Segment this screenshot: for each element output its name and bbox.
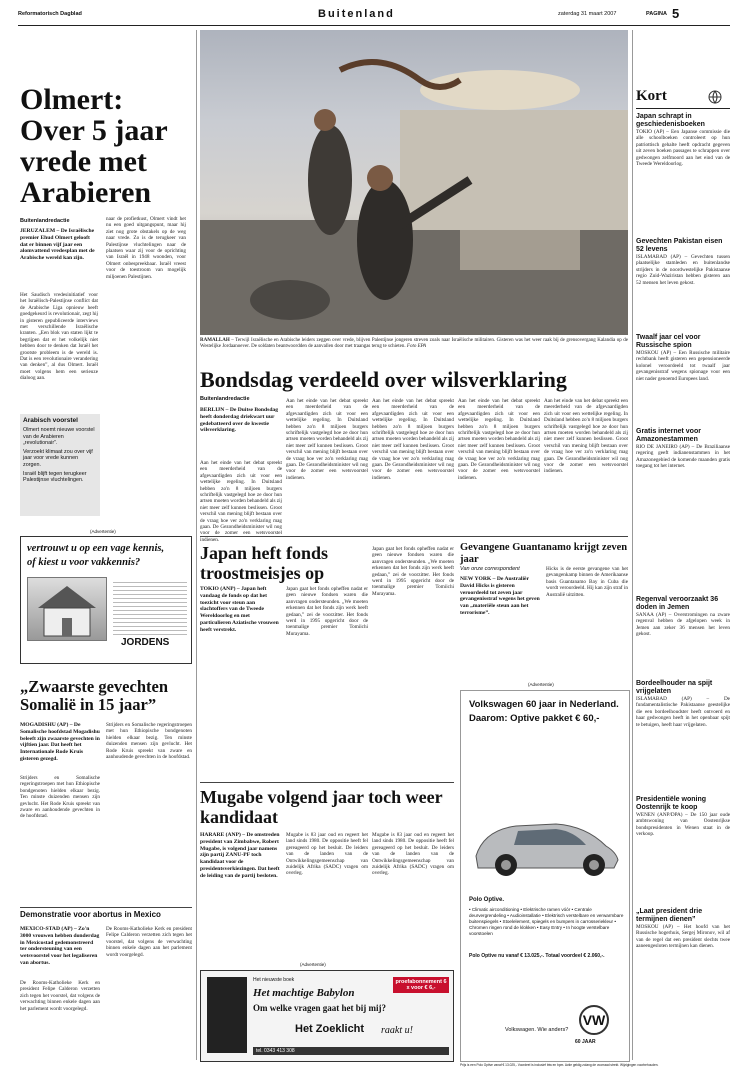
kort-item-text: ISLAMABAD (AP) – Gevechten tussen plaatselijke stamleden en buitenlandse strijders in de noordwestelijke Pakistaanse regio Zuid-Waziristan hebben gisteren aan 52 mensen het leven gekost.: [636, 254, 730, 286]
column-divider: [196, 30, 197, 1060]
globe-icon: [706, 90, 724, 104]
guantanamo-byline: Van onze correspondent: [460, 566, 520, 572]
column-divider: [632, 30, 633, 1060]
lead-byline: Buitenlandredactie: [20, 218, 70, 224]
section-name: Buitenland: [318, 8, 395, 20]
kort-item: [636, 680, 730, 788]
kort-item: [636, 428, 730, 594]
ad-jordens[interactable]: [20, 536, 192, 664]
kort-item-title: Twaalf jaar cel voor Russische spion: [636, 334, 701, 349]
mugabe-body: Mugabe is 83 jaar oud en regeert het land sinds 1980. De oppositie heeft fel gereageerd op het besluit. De leiders van de landen van de Ontwikkelingsgemeenschap van zuidelijk Afrika (SADC) vragen om overleg.: [286, 832, 368, 877]
ad-zoeklicht-line1: Het machtige Babylon: [253, 987, 355, 999]
kort-item-title: Japan schrapt in geschiedenisboeken: [636, 113, 705, 128]
kort-item: [636, 596, 730, 672]
somalie-body: Strijders en Somalische regeringstroepen met hun Ethiopische bondgenoten hielden elkaar bezig. Ten minste duizenden mensen zijn gevlucht. Het Rode Kruis spreekt van zware en aanhoudende gevechten in de hoofdstad.: [20, 775, 100, 820]
house-icon: [28, 578, 106, 640]
page-label: PAGINA: [646, 11, 667, 17]
ad-volkswagen[interactable]: [460, 690, 630, 1062]
masthead-rule: [18, 25, 730, 26]
ad-vw-model: Polo Optive.: [469, 897, 505, 903]
date: zaterdag 31 maart 2007: [558, 11, 617, 17]
kort-item-title: Regenval veroorzaakt 36 doden in Jemen: [636, 596, 719, 611]
ad-label: (Advertentie): [90, 529, 116, 534]
kort-item: [636, 908, 730, 1054]
kort-item-title: Gratis internet voor Amazonestammen: [636, 428, 701, 443]
bondsdag-body-col2: Aan het einde van het debat spreekt een meerderheid van de afgevaardigden zich uit voor een wettelijke regeling. In Duitsland hebben zo'n 8 miljoen burgers schriftelijk vastgelegd hoe ze door hun artsen moeten worden behandeld als zij niet meer zelf kunnen beslissen. Groot verschil van mening blijft bestaan over de vraag hoe ver zo'n verklaring mag gaan. De Gezondheidsminister wil nog voor de zomer een wetsvoorstel indienen.: [286, 398, 368, 481]
lead-col2: naar de profietkust, Olmert vindt het nu een goed uitgangspunt, maar hij ziet nog grote obstakels op de weg naar vrede. Zo is de terugkeer van Palestijnse vluchtelingen naar de plaatsen waar zij voor de oprichting van Israël in 1948 woonden, voor Olmert onbespreekbaar. Israël vreest voor de toestroom van mogelijk miljoenen Palestijnen.: [106, 216, 186, 280]
ad-zoeklicht-line2: Om welke vragen gaat het bij mij?: [253, 1003, 386, 1013]
lead-headline: Olmert: Over 5 jaar vrede met Arabieren: [20, 83, 168, 209]
ad-jordens-brand: JORDENS: [121, 637, 170, 648]
kort-item-text: ISLAMABAD (AP) – De fundamentalistische Pakistaanse geestelijke die een bordeelhoudster heeft ontvoerd en haar gedwongen heeft in het openbaar spijt te betuigen, heeft haar vrijgelaten.: [636, 696, 730, 728]
bondsdag-body-col3: Aan het einde van het debat spreekt een meerderheid van de afgevaardigden zich uit voor een wettelijke regeling. In Duitsland hebben zo'n 8 miljoen burgers schriftelijk vastgelegd hoe ze door hun artsen moeten worden behandeld als zij niet meer zelf kunnen beslissen. Groot verschil van mening blijft bestaan over de vraag hoe ver zo'n verklaring mag gaan. De Gezondheidsminister wil nog voor de zomer een wetsvoorstel indienen.: [372, 398, 454, 481]
ad-zoeklicht-tag: Het nieuwste boek: [253, 977, 295, 983]
vw-logo-icon: VW: [579, 1005, 609, 1035]
ad-vw-features: • Climatic airconditioning • Elektrische ramen vóór • Centrale deurvergrendeling • Audioinstallatie • Elektrisch verstelbare en verwarmbare buitenspiegels • Stoelelement, spiegels en bumpers in carrosseriekleur • Chromen ringen rond de klokken • Easy Entry • In hoogte verstelbare voorstoelen: [469, 907, 624, 936]
ad-label: (Advertentie): [300, 962, 326, 967]
ad-vw-badge: 60 JAAR: [575, 1039, 596, 1045]
sidebar-item: Olmert noemt nieuwe voorstel van de Arabieren „revolutionair”.: [23, 427, 95, 447]
ad-jordens-body: [113, 579, 187, 637]
kort-item-text: MOSKOU (AP) – Een Russische militaire rechtbank heeft gisteren een gepensioneerde kolonel veroordeeld tot twaalf jaar gevangenisstraf wegens spionage voor een niet nader genoemd Europees land.: [636, 350, 730, 382]
mugabe-lede: HARARE (ANP) – De omstreden president van Zimbabwe, Robert Mugabe, is volgend jaar namens zijn partij ZANU-PF toch kandidaat voor de presidentsverkiezingen. Dat heeft de leiding van de partij besloten.: [200, 832, 280, 879]
photo-credit: Foto EPA: [406, 344, 427, 349]
guantanamo-headline: Gevangene Guantanamo krijgt zeven jaar: [460, 542, 628, 565]
bondsdag-headline: Bondsdag verdeeld over wilsverklaring: [200, 367, 567, 392]
abortus-rule: [20, 907, 192, 908]
masthead: [18, 5, 730, 25]
ad-zoeklicht-promo: proefabonnement 6 x voor € 6,-: [393, 977, 449, 993]
mugabe-headline: Mugabe volgend jaar toch weer kandidaat: [200, 787, 443, 827]
sidebar-item: Verzoekt klimaat zou over vijf jaar voor vrede kunnen zorgen.: [23, 448, 93, 468]
somalie-headline: „Zwaarste gevechten Somalië in 15 jaar”: [20, 677, 169, 714]
guantanamo-body: Hicks is de eerste gevangene van het gevangenkamp binnen de Amerikaanse basis Guantanamo Bay in Cuba die wordt veroordeeld. Hij kan zijn straf in Australië uitzitten.: [546, 566, 628, 598]
news-photo[interactable]: [200, 30, 628, 335]
kort-item: [636, 796, 730, 902]
ad-zoeklicht[interactable]: [200, 970, 454, 1062]
ad-zoeklicht-slogan: raakt u!: [381, 1025, 413, 1036]
abortus-headline: Demonstratie voor abortus in Mexico: [20, 910, 161, 919]
photo-caption: RAMALLAH – Terwijl Israëlische en Arabische leiders zeggen over vrede, blijven Palestijnse jongeren streven zoals naar Israëlische militairen. Gisteren was het weer raak bij de grensovergang Kalandia op de Westelijke Jordaanoever. De soldaten beantwoordden de aanvallen door met traangas terug te schieten. Foto EPA: [200, 338, 628, 349]
bondsdag-byline: Buitenlandredactie: [200, 396, 250, 402]
ad-label: (Advertentie): [528, 682, 554, 687]
kort-item-text: WENEN (ANP/DPA) – De 150 jaar oude ambtswoning van Oostenrijkse bondspresidenten in Wenen staat in de verkoop.: [636, 812, 730, 838]
guantanamo-lede: NEW YORK – De Australiër David Hicks is gisteren veroordeeld tot zeven jaar gevangenisstraf wegens het geven van „materiële steun aan het terrorisme”.: [460, 576, 540, 616]
japan-body: Japan gaat het fonds opheffen nadat er geen nieuwe fondsen waren die aanvragen ondersteunden. „We moeten erkennen dat het fonds zijn werk heeft gedaan,” zei de voorzitter. Het fonds werd in 1995 opgericht door de toenmalige premier Tomiichi Murayama.: [286, 586, 368, 637]
kort-item-text: RIO DE JANEIRO (AP) – De Braziliaanse regering geeft indianenstammen in het Amazonegebied de komende maanden gratis toegang tot het internet.: [636, 444, 730, 470]
paper-name: Reformatorisch Dagblad: [18, 11, 82, 17]
mugabe-rule: [200, 782, 454, 783]
bondsdag-lede: BERLIJN – De Duitse Bondsdag heeft donderdag driekwart uur gedebatteerd over de kwestie wilsverklaring.: [200, 407, 279, 434]
abortus-body-col2: De Rooms-Katholieke Kerk en president Felipe Calderon verzetten zich tegen het voorstel, dat volgens de verwachting binnen enkele dagen aan het parlement wordt voorgelegd.: [106, 926, 192, 958]
somalie-lede: MOGADISHU (AP) – De Somalische hoofdstad Mogadishu beleeft zijn zwaarste gevechten in vijftien jaar. Dat heeft het Internationale Rode Kruis gisteren gezegd.: [20, 722, 100, 762]
kort-item-title: Bordeelhouder na spijt vrijgelaten: [636, 680, 713, 695]
ad-vw-price: Polo Optive nu vanaf € 13.025,-. Totaal voordeel € 2.060,-.: [469, 953, 605, 959]
sidebar-item: Israël blijft tegen terugkeer Palestijnse vluchtelingen.: [23, 470, 87, 484]
bondsdag-body: Aan het einde van het debat spreekt een meerderheid van de afgevaardigden zich uit voor een wettelijke regeling. In Duitsland hebben zo'n 8 miljoen burgers schriftelijk vastgelegd hoe ze door hun artsen moeten worden behandeld als zij niet meer zelf kunnen beslissen. Groot verschil van mening blijft bestaan over de vraag hoe ver zo'n verklaring mag gaan. De Gezondheidsminister wil nog voor de zomer een wetsvoorstel indienen.: [200, 460, 282, 543]
kort-item-title: Presidentiële woning Oostenrijk te koop: [636, 796, 707, 811]
kort-item: [636, 334, 730, 424]
abortus-body: De Rooms-Katholieke Kerk en president Felipe Calderon verzetten zich tegen het voorstel, dat volgens de verwachting binnen enkele dagen aan het parlement wordt voorgelegd.: [20, 980, 100, 1012]
lead-sidebar: [20, 414, 100, 516]
lead-lede: JERUZALEM – De Israëlische premier Ehud Olmert gelooft dat er binnen vijf jaar een alomvattend vredesplan met de Arabische wereld kan zijn.: [20, 228, 95, 262]
kort-title: Kort: [636, 88, 667, 104]
kort-item-text: MOSKOU (AP) – Het hoofd van het Russische hogerhuis, Sergej Mironov, wil af van de regel dat een president slechts twee aaneengesloten termijnen kan dienen.: [636, 924, 730, 950]
ad-zoeklicht-phone: tel. 0343 413 308: [253, 1047, 449, 1055]
lead-col1: Het Saudisch vredesinitiatief voor het Israëlisch-Palestijnse conflict dat de Arabische Liga opnieuw heeft goedgekeurd is revolutionair, zegt hij in gisteren gepubliceerde interviews met verschillende Israëlische kranten. „Een blok van staten lijkt te begrijpen dat er het volkelijk niet hebben door te denken dat Israël het grootste probleem is de wereld is. Dat is een revolutionaire verandering van denken”, al dus Olmert. Israël moet volgens hem een serieuze dialoog aan.: [20, 292, 98, 382]
kort-item-title: „Laat president drie termijnen dienen”: [636, 908, 703, 923]
somalie-body-col2: Strijders en Somalische regeringstroepen met hun Ethiopische bondgenoten hielden elkaar bezig. Ten minste duizenden mensen zijn gevlucht. Het Rode Kruis spreekt van zware en aanhoudende gevechten in de hoofdstad.: [106, 722, 192, 761]
ad-vw-fineprint: Prijs is een Polo Optive vanaf € 13.025,- Voordeel is inclusief btw en bpm. Actie geldig zolang de voorraad strekt. Wijzigingen voorbehouden.: [460, 1063, 659, 1067]
japan-lede: TOKIO (ANP) – Japan heft vandaag de fonds op dat het toezicht voor steun aan slachtoffers van de Tweede Wereldoorlog en met particulieren Aziatische vrouwen heeft verstrekt.: [200, 586, 279, 633]
kort-item-text: SANAA (AP) – Overstromingen na zware regenval hebben de afgelopen week in Jemen aan zeker 36 mensen het leven gekost.: [636, 612, 730, 638]
abortus-lede: MEXICO-STAD (AP) – Zo'n 3000 vrouwen hebben donderdag in Mexicostad gedemonstreerd ter ondersteuning van een wetsvoorstel voor het legaliseren van abortus.: [20, 926, 100, 966]
sidebar-title: Arabisch voorstel: [23, 417, 78, 424]
ad-jordens-line2: of kiest u voor vakkennis?: [27, 557, 141, 568]
ad-vw-headline-2: Daarom: Optive pakket € 60,-: [469, 713, 600, 724]
book-cover: [207, 977, 247, 1053]
photo-caption-text: Terwijl Israëlische en Arabische leiders zeggen over vrede, blijven Palestijnse jongeren streven zoals naar Israëlische militairen. Gisteren was het weer raak bij de grensovergang Kalandia op de Westelijke Jordaanoever. De soldaten beantwoordden de aanvallen door met traangas terug te schieten.: [200, 338, 628, 349]
car-image: [466, 801, 626, 881]
kort-column: [636, 88, 732, 104]
ad-vw-headline-1: Volkswagen 60 jaar in Nederland.: [469, 699, 619, 710]
bondsdag-body-col5: Aan het einde van het debat spreekt een meerderheid van de afgevaardigden zich uit voor een wettelijke regeling. In Duitsland hebben zo'n 8 miljoen burgers schriftelijk vastgelegd hoe ze door hun artsen moeten worden behandeld als zij niet meer zelf kunnen beslissen. Groot verschil van mening blijft bestaan over de vraag hoe ver zo'n verklaring mag gaan. De Gezondheidsminister wil nog voor de zomer een wetsvoorstel indienen.: [544, 398, 628, 475]
ad-vw-slogan: Volkswagen. Wie anders?: [505, 1027, 569, 1033]
japan-headline: Japan heft fonds troostmeisjes op: [200, 543, 329, 583]
kort-rule: [636, 108, 730, 109]
kort-item-title: Gevechten Pakistan eisen 52 levens: [636, 238, 723, 253]
bondsdag-body-col4: Aan het einde van het debat spreekt een meerderheid van de afgevaardigden zich uit voor een wettelijke regeling. In Duitsland hebben zo'n 8 miljoen burgers schriftelijk vastgelegd hoe ze door hun artsen moeten worden behandeld als zij niet meer zelf kunnen beslissen. Groot verschil van mening blijft bestaan over de vraag hoe ver zo'n verklaring mag gaan. De Gezondheidsminister wil nog voor de zomer een wetsvoorstel indienen.: [458, 398, 540, 481]
page-number: 5: [672, 6, 680, 21]
kort-item-text: TOKIO (AP) – Een Japanse commissie die alle schoolboeken controleert op hun patriottisch gehalte heeft opdracht gegeven uit zeven boeken passages te schrappen over gedwongen zelfmoord aan het eind van de Tweede Wereldoorlog.: [636, 129, 730, 168]
japan-body-col3: Japan gaat het fonds opheffen nadat er geen nieuwe fondsen waren die aanvragen ondersteunden. „We moeten erkennen dat het fonds zijn werk heeft gedaan,” zei de voorzitter. Het fonds werd in 1995 opgericht door de toenmalige premier Tomiichi Murayama.: [372, 546, 454, 597]
house-image: [27, 577, 107, 641]
kort-item: [636, 238, 730, 330]
section-rule: [200, 536, 628, 537]
mugabe-body-col3: Mugabe is 83 jaar oud en regeert het land sinds 1980. De oppositie heeft fel gereageerd op het besluit. De leiders van de landen van de Ontwikkelingsgemeenschap van zuidelijk Afrika (SADC) vragen om overleg.: [372, 832, 454, 877]
ad-jordens-line1: vertrouwt u op een vage kennis,: [27, 543, 165, 554]
photo-illustration: [200, 30, 628, 335]
ad-zoeklicht-brand: Het Zoeklicht: [295, 1023, 365, 1035]
kort-item: [636, 113, 730, 215]
photo-caption-label: RAMALLAH: [200, 338, 230, 343]
